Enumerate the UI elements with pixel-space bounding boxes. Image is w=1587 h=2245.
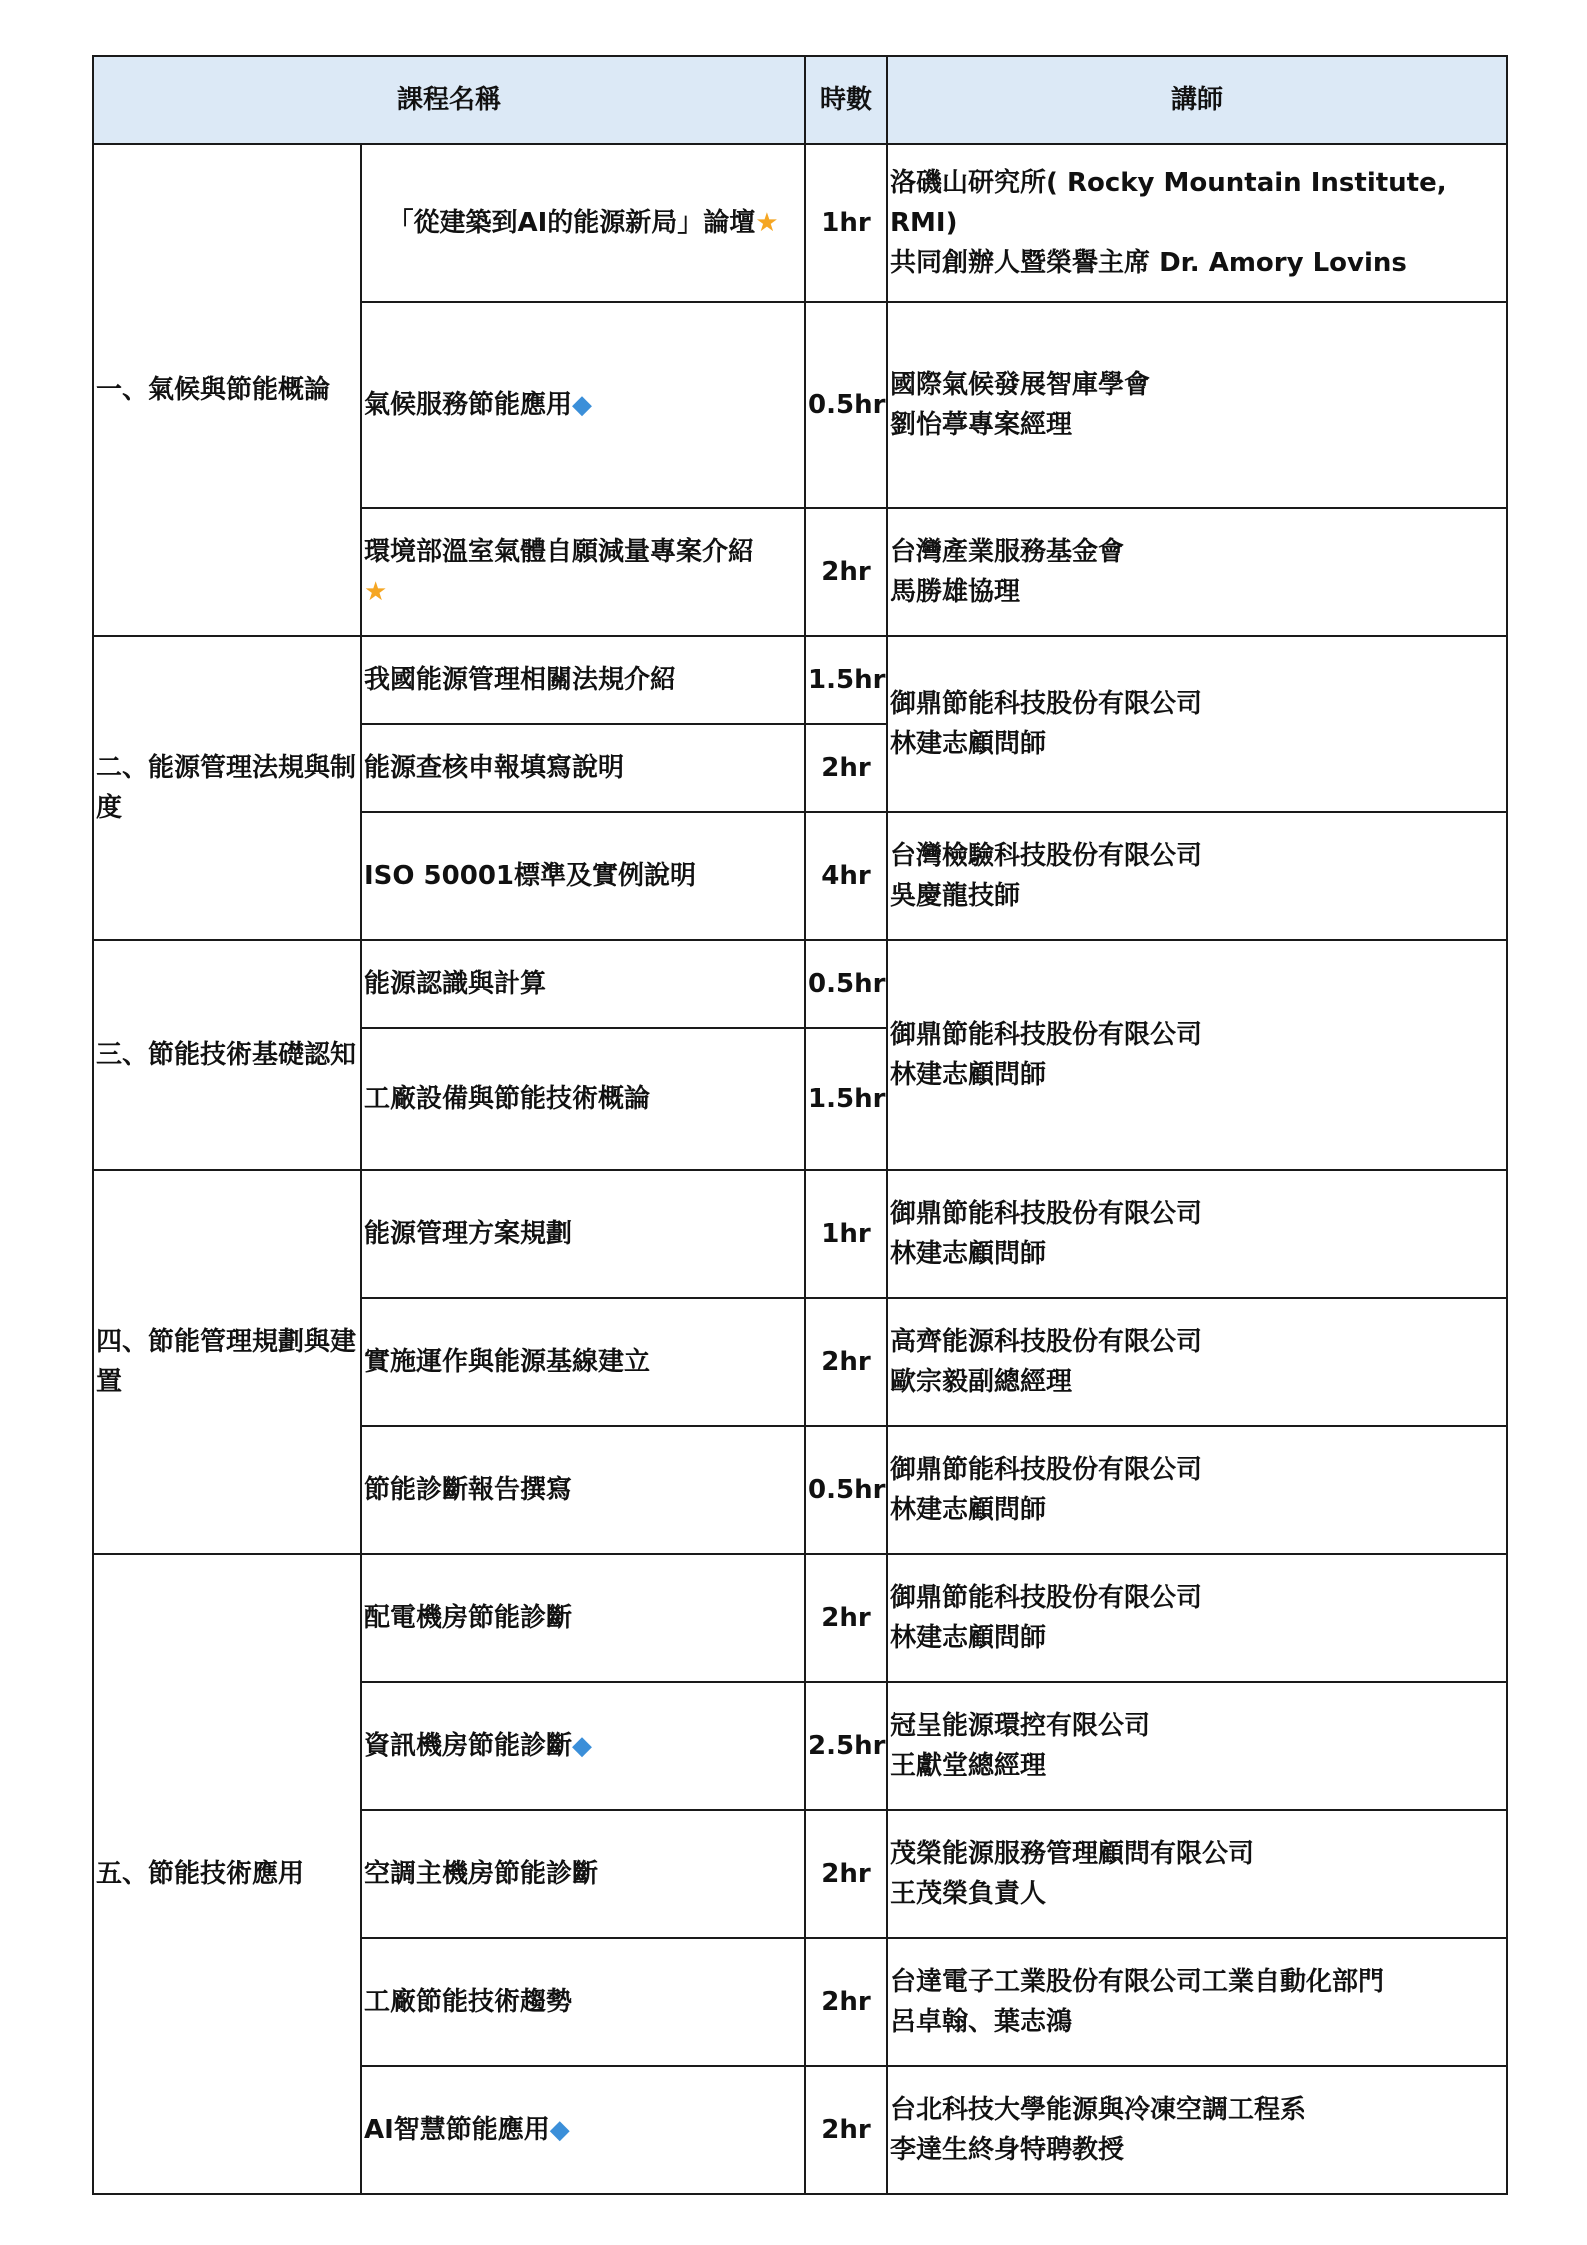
hours-cell: 1.5hr <box>805 1028 887 1170</box>
lecturer-cell <box>887 1938 1507 2066</box>
course-cell <box>361 1682 805 1810</box>
lecturer-org: 國際氣候發展智庫學會 <box>890 370 1151 400</box>
hours-cell: 2hr <box>805 2066 887 2194</box>
star-icon: ★ <box>755 208 779 238</box>
course-cell: 配電機房節能診斷 <box>361 1554 805 1682</box>
lecturer-cell <box>887 1810 1507 1938</box>
table-row <box>93 940 1507 1028</box>
hours-cell: 1hr <box>805 1170 887 1298</box>
course-cell: 能源管理方案規劃 <box>361 1170 805 1298</box>
lecturer-name: 王獻堂總經理 <box>890 1751 1047 1781</box>
lecturer-org: 茂榮能源服務管理顧問有限公司 <box>890 1839 1255 1869</box>
course-name: AI智慧節能應用 <box>364 2115 550 2145</box>
course-cell <box>361 144 805 302</box>
lecturer-cell <box>887 2066 1507 2194</box>
lecturer-name: 李達生終身特聘教授 <box>890 2135 1125 2165</box>
lecturer-cell <box>887 508 1507 636</box>
lecturer-org: 御鼎節能科技股份有限公司 <box>890 1455 1203 1485</box>
diamond-icon: ◆ <box>572 390 593 420</box>
hours-cell: 0.5hr <box>805 302 887 508</box>
lecturer-org: 台灣產業服務基金會 <box>890 537 1125 567</box>
hours-cell: 0.5hr <box>805 940 887 1028</box>
lecturer-name: 林建志顧問師 <box>890 1623 1047 1653</box>
lecturer-org: 台北科技大學能源與冷凍空調工程系 <box>890 2095 1307 2125</box>
lecturer-org: 高齊能源科技股份有限公司 <box>890 1327 1203 1357</box>
hours-cell: 2hr <box>805 508 887 636</box>
lecturer-cell <box>887 1426 1507 1554</box>
hours-cell: 0.5hr <box>805 1426 887 1554</box>
category-cell: 二、能源管理法規與制度 <box>93 636 361 940</box>
lecturer-org: 台灣檢驗科技股份有限公司 <box>890 841 1203 871</box>
course-cell <box>361 2066 805 2194</box>
hours-cell: 2.5hr <box>805 1682 887 1810</box>
lecturer-org: 洛磯山研究所( Rocky Mountain Institute, RMI) <box>890 168 1447 238</box>
header-lecturer: 講師 <box>887 56 1507 144</box>
lecturer-cell <box>887 1170 1507 1298</box>
course-cell: 工廠設備與節能技術概論 <box>361 1028 805 1170</box>
lecturer-name: 吳慶龍技師 <box>890 881 1021 911</box>
table-header-row <box>93 56 1507 144</box>
lecturer-cell <box>887 1554 1507 1682</box>
lecturer-name: 林建志顧問師 <box>890 1239 1047 1269</box>
lecturer-name: 呂卓翰、葉志鴻 <box>890 2007 1073 2037</box>
lecturer-org: 御鼎節能科技股份有限公司 <box>890 1199 1203 1229</box>
lecturer-name: 林建志顧問師 <box>890 1060 1047 1090</box>
table-row <box>93 1554 1507 1682</box>
lecturer-cell <box>887 636 1507 812</box>
lecturer-cell <box>887 1682 1507 1810</box>
hours-cell: 4hr <box>805 812 887 940</box>
hours-cell: 1.5hr <box>805 636 887 724</box>
course-cell: 實施運作與能源基線建立 <box>361 1298 805 1426</box>
course-cell: ISO 50001標準及實例說明 <box>361 812 805 940</box>
course-cell: 能源認識與計算 <box>361 940 805 1028</box>
course-cell: 能源查核申報填寫說明 <box>361 724 805 812</box>
header-hours: 時數 <box>805 56 887 144</box>
category-cell: 三、節能技術基礎認知 <box>93 940 361 1170</box>
course-cell: 我國能源管理相關法規介紹 <box>361 636 805 724</box>
lecturer-name: 共同創辦人暨榮譽主席 Dr. Amory Lovins <box>890 248 1407 278</box>
course-name: 「從建築到AI的能源新局」論壇 <box>387 208 756 238</box>
lecturer-name: 王茂榮負責人 <box>890 1879 1047 1909</box>
table-row <box>93 144 1507 302</box>
lecturer-org: 御鼎節能科技股份有限公司 <box>890 1020 1203 1050</box>
category-cell: 四、節能管理規劃與建置 <box>93 1170 361 1554</box>
lecturer-cell <box>887 1298 1507 1426</box>
lecturer-name: 馬勝雄協理 <box>890 577 1021 607</box>
hours-cell: 2hr <box>805 1298 887 1426</box>
lecturer-name: 劉怡葶專案經理 <box>890 410 1073 440</box>
hours-cell: 2hr <box>805 724 887 812</box>
category-cell: 一、氣候與節能概論 <box>93 144 361 636</box>
star-icon: ★ <box>364 577 388 607</box>
category-cell: 五、節能技術應用 <box>93 1554 361 2194</box>
hours-cell: 2hr <box>805 1938 887 2066</box>
course-cell <box>361 508 805 636</box>
lecturer-cell <box>887 812 1507 940</box>
lecturer-cell <box>887 940 1507 1170</box>
course-name: 氣候服務節能應用 <box>364 390 573 420</box>
course-cell: 節能診斷報告撰寫 <box>361 1426 805 1554</box>
hours-cell: 2hr <box>805 1554 887 1682</box>
lecturer-name: 林建志顧問師 <box>890 1495 1047 1525</box>
lecturer-org: 台達電子工業股份有限公司工業自動化部門 <box>890 1967 1385 1997</box>
course-cell <box>361 302 805 508</box>
lecturer-name: 林建志顧問師 <box>890 729 1047 759</box>
lecturer-name: 歐宗毅副總經理 <box>890 1367 1073 1397</box>
course-cell: 空調主機房節能診斷 <box>361 1810 805 1938</box>
course-cell: 工廠節能技術趨勢 <box>361 1938 805 2066</box>
hours-cell: 1hr <box>805 144 887 302</box>
lecturer-org: 御鼎節能科技股份有限公司 <box>890 1583 1203 1613</box>
lecturer-cell <box>887 144 1507 302</box>
hours-cell: 2hr <box>805 1810 887 1938</box>
course-schedule-table <box>92 55 1508 2195</box>
diamond-icon: ◆ <box>549 2115 570 2145</box>
header-course: 課程名稱 <box>93 56 805 144</box>
course-name: 資訊機房節能診斷 <box>364 1731 573 1761</box>
course-name: 環境部溫室氣體自願減量專案介紹 <box>364 537 755 567</box>
table-row <box>93 636 1507 724</box>
diamond-icon: ◆ <box>572 1731 593 1761</box>
lecturer-cell <box>887 302 1507 508</box>
lecturer-org: 冠呈能源環控有限公司 <box>890 1711 1151 1741</box>
lecturer-org: 御鼎節能科技股份有限公司 <box>890 689 1203 719</box>
table-row <box>93 1170 1507 1298</box>
